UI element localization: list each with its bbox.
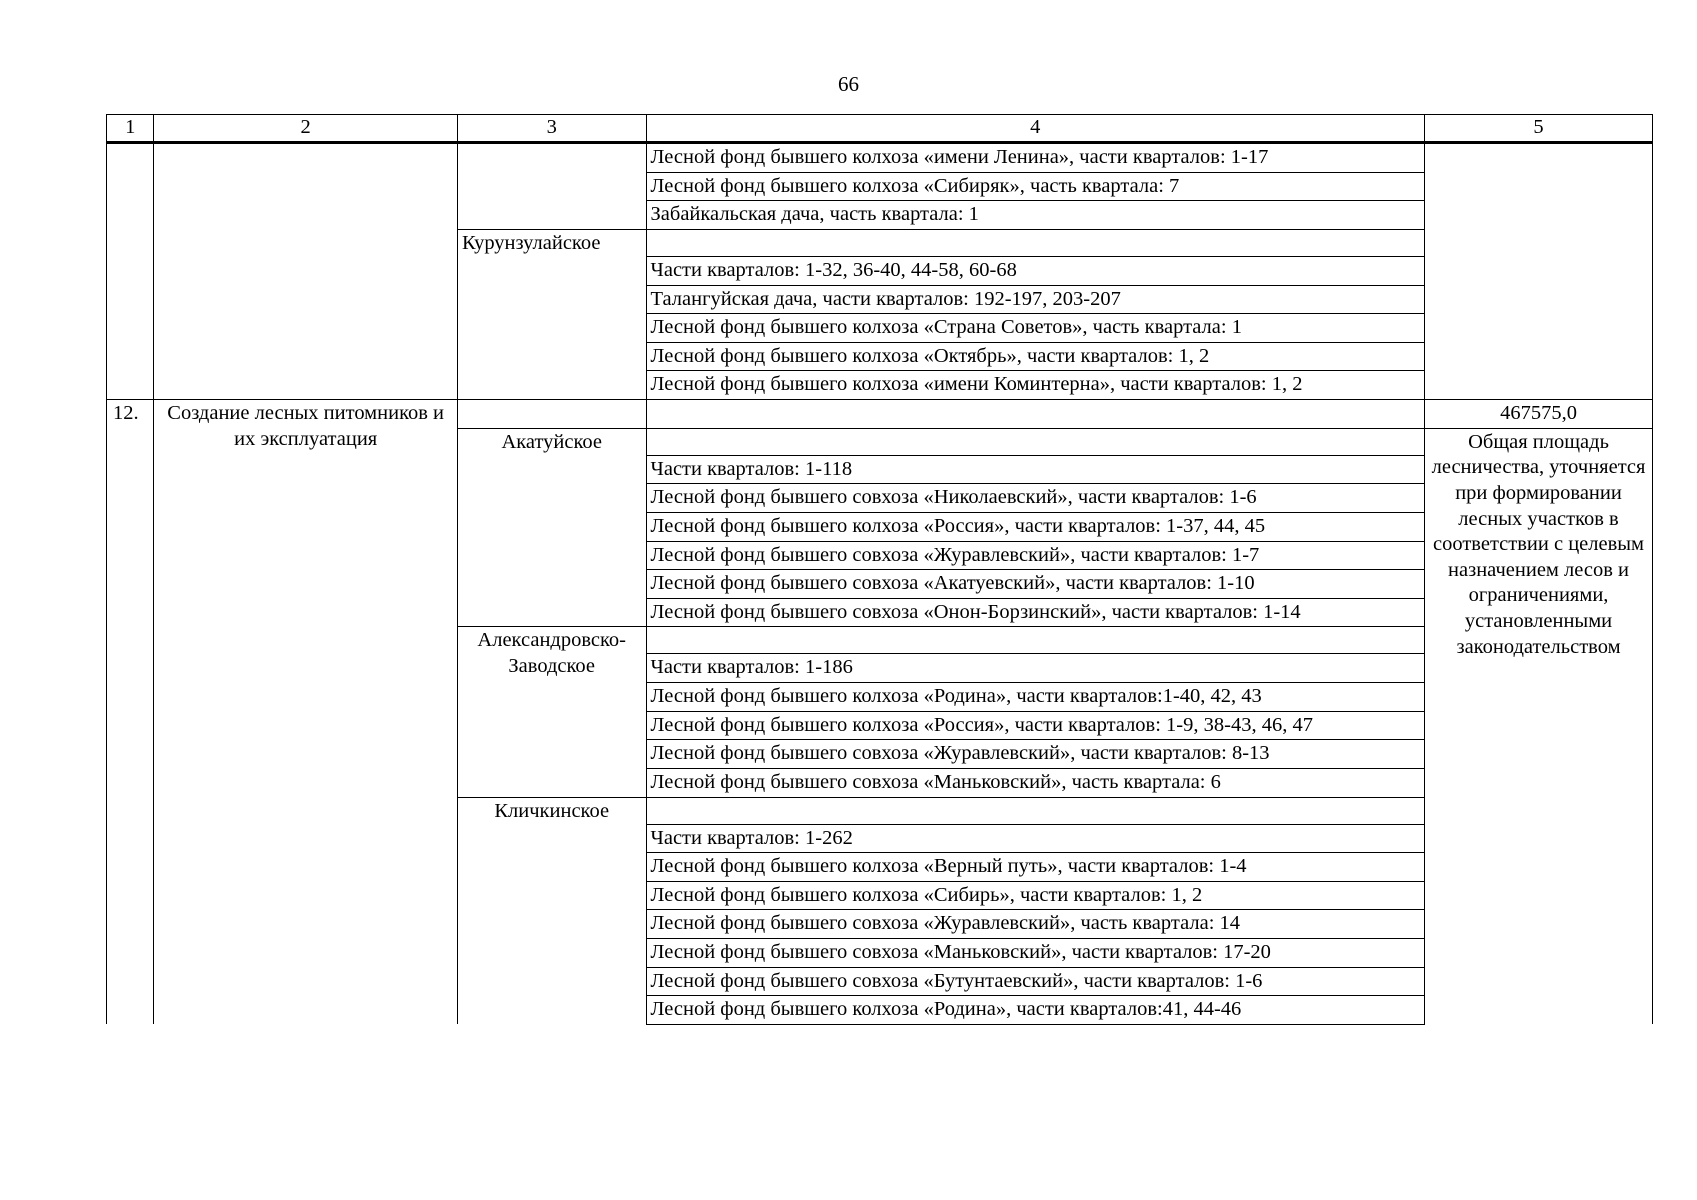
table-row — [107, 143, 1653, 173]
location-cell — [646, 428, 1425, 455]
header-row — [107, 115, 1653, 143]
district-cell — [457, 400, 646, 429]
location-cell: Лесной фонд бывшего колхоза «Верный путь», части кварталов: 1-4 — [646, 853, 1425, 882]
area-value: 467575,0 — [1425, 400, 1653, 429]
district-name: Курунзулайское — [457, 229, 646, 399]
location-cell: Лесной фонд бывшего совхоза «Николаевский», части кварталов: 1-6 — [646, 484, 1425, 513]
location-cell: Лесной фонд бывшего колхоза «Родина», части кварталов:1-40, 42, 43 — [646, 683, 1425, 712]
location-cell — [646, 797, 1425, 824]
location-cell: Лесной фонд бывшего совхоза «Бутунтаевский», части кварталов: 1-6 — [646, 967, 1425, 996]
header-cell-4: 4 — [646, 115, 1425, 143]
location-cell: Лесной фонд бывшего совхоза «Журавлевский», части кварталов: 8-13 — [646, 740, 1425, 769]
location-cell: Лесной фонд бывшего совхоза «Журавлевский», части кварталов: 1-7 — [646, 541, 1425, 570]
area-note: Общая площадь лесничества, уточняется при формировании лесных участков в соответствии с целевым назначением лесов и ограничениями, установленными законодательством — [1425, 428, 1653, 1024]
location-cell: Лесной фонд бывшего совхоза «Акатуевский», части кварталов: 1-10 — [646, 570, 1425, 599]
location-cell: Части кварталов: 1-32, 36-40, 44-58, 60-68 — [646, 256, 1425, 285]
location-cell: Лесной фонд бывшего колхоза «имени Коминтерна», части кварталов: 1, 2 — [646, 371, 1425, 400]
header-cell-2: 2 — [154, 115, 458, 143]
location-cell: Лесной фонд бывшего колхоза «Родина», части кварталов:41, 44-46 — [646, 996, 1425, 1025]
page-number: 66 — [838, 72, 859, 96]
location-cell: Лесной фонд бывшего колхоза «Сибирь», части кварталов: 1, 2 — [646, 881, 1425, 910]
location-cell: Лесной фонд бывшего колхоза «Россия», части кварталов: 1-37, 44, 45 — [646, 512, 1425, 541]
district-name: Александровско-Заводское — [457, 627, 646, 797]
area-cell — [1425, 143, 1653, 400]
location-cell: Лесной фонд бывшего совхоза «Маньковский», часть квартала: 6 — [646, 768, 1425, 797]
location-cell: Лесной фонд бывшего колхоза «Сибиряк», часть квартала: 7 — [646, 172, 1425, 201]
district-name: Кличкинское — [457, 797, 646, 1024]
forestry-table — [106, 114, 1653, 1025]
location-cell: Лесной фонд бывшего совхоза «Маньковский», части кварталов: 17-20 — [646, 939, 1425, 968]
location-cell: Лесной фонд бывшего колхоза «Страна Советов», часть квартала: 1 — [646, 314, 1425, 343]
activity-title: Создание лесных питомников и их эксплуатация — [154, 400, 458, 1025]
row-number: 12. — [107, 400, 154, 1025]
table-row — [107, 400, 1653, 429]
location-cell: Части кварталов: 1-186 — [646, 654, 1425, 683]
location-cell: Забайкальская дача, часть квартала: 1 — [646, 201, 1425, 230]
location-cell: Талангуйская дача, части кварталов: 192-197, 203-207 — [646, 285, 1425, 314]
location-cell — [646, 400, 1425, 429]
location-cell — [646, 627, 1425, 654]
district-cell — [457, 143, 646, 230]
header-cell-3: 3 — [457, 115, 646, 143]
header-cell-5: 5 — [1425, 115, 1653, 143]
location-cell — [646, 229, 1425, 256]
number-cell — [107, 143, 154, 400]
location-cell: Лесной фонд бывшего совхоза «Онон-Борзинский», части кварталов: 1-14 — [646, 598, 1425, 627]
location-cell: Лесной фонд бывшего совхоза «Журавлевский», часть квартала: 14 — [646, 910, 1425, 939]
location-cell: Лесной фонд бывшего колхоза «имени Ленина», части кварталов: 1-17 — [646, 143, 1425, 173]
activity-cell — [154, 143, 458, 400]
location-cell: Части кварталов: 1-118 — [646, 455, 1425, 484]
header-cell-1: 1 — [107, 115, 154, 143]
location-cell: Лесной фонд бывшего колхоза «Россия», части кварталов: 1-9, 38-43, 46, 47 — [646, 711, 1425, 740]
location-cell: Лесной фонд бывшего колхоза «Октябрь», части кварталов: 1, 2 — [646, 342, 1425, 371]
location-cell: Части кварталов: 1-262 — [646, 824, 1425, 853]
district-name: Акатуйское — [457, 428, 646, 627]
